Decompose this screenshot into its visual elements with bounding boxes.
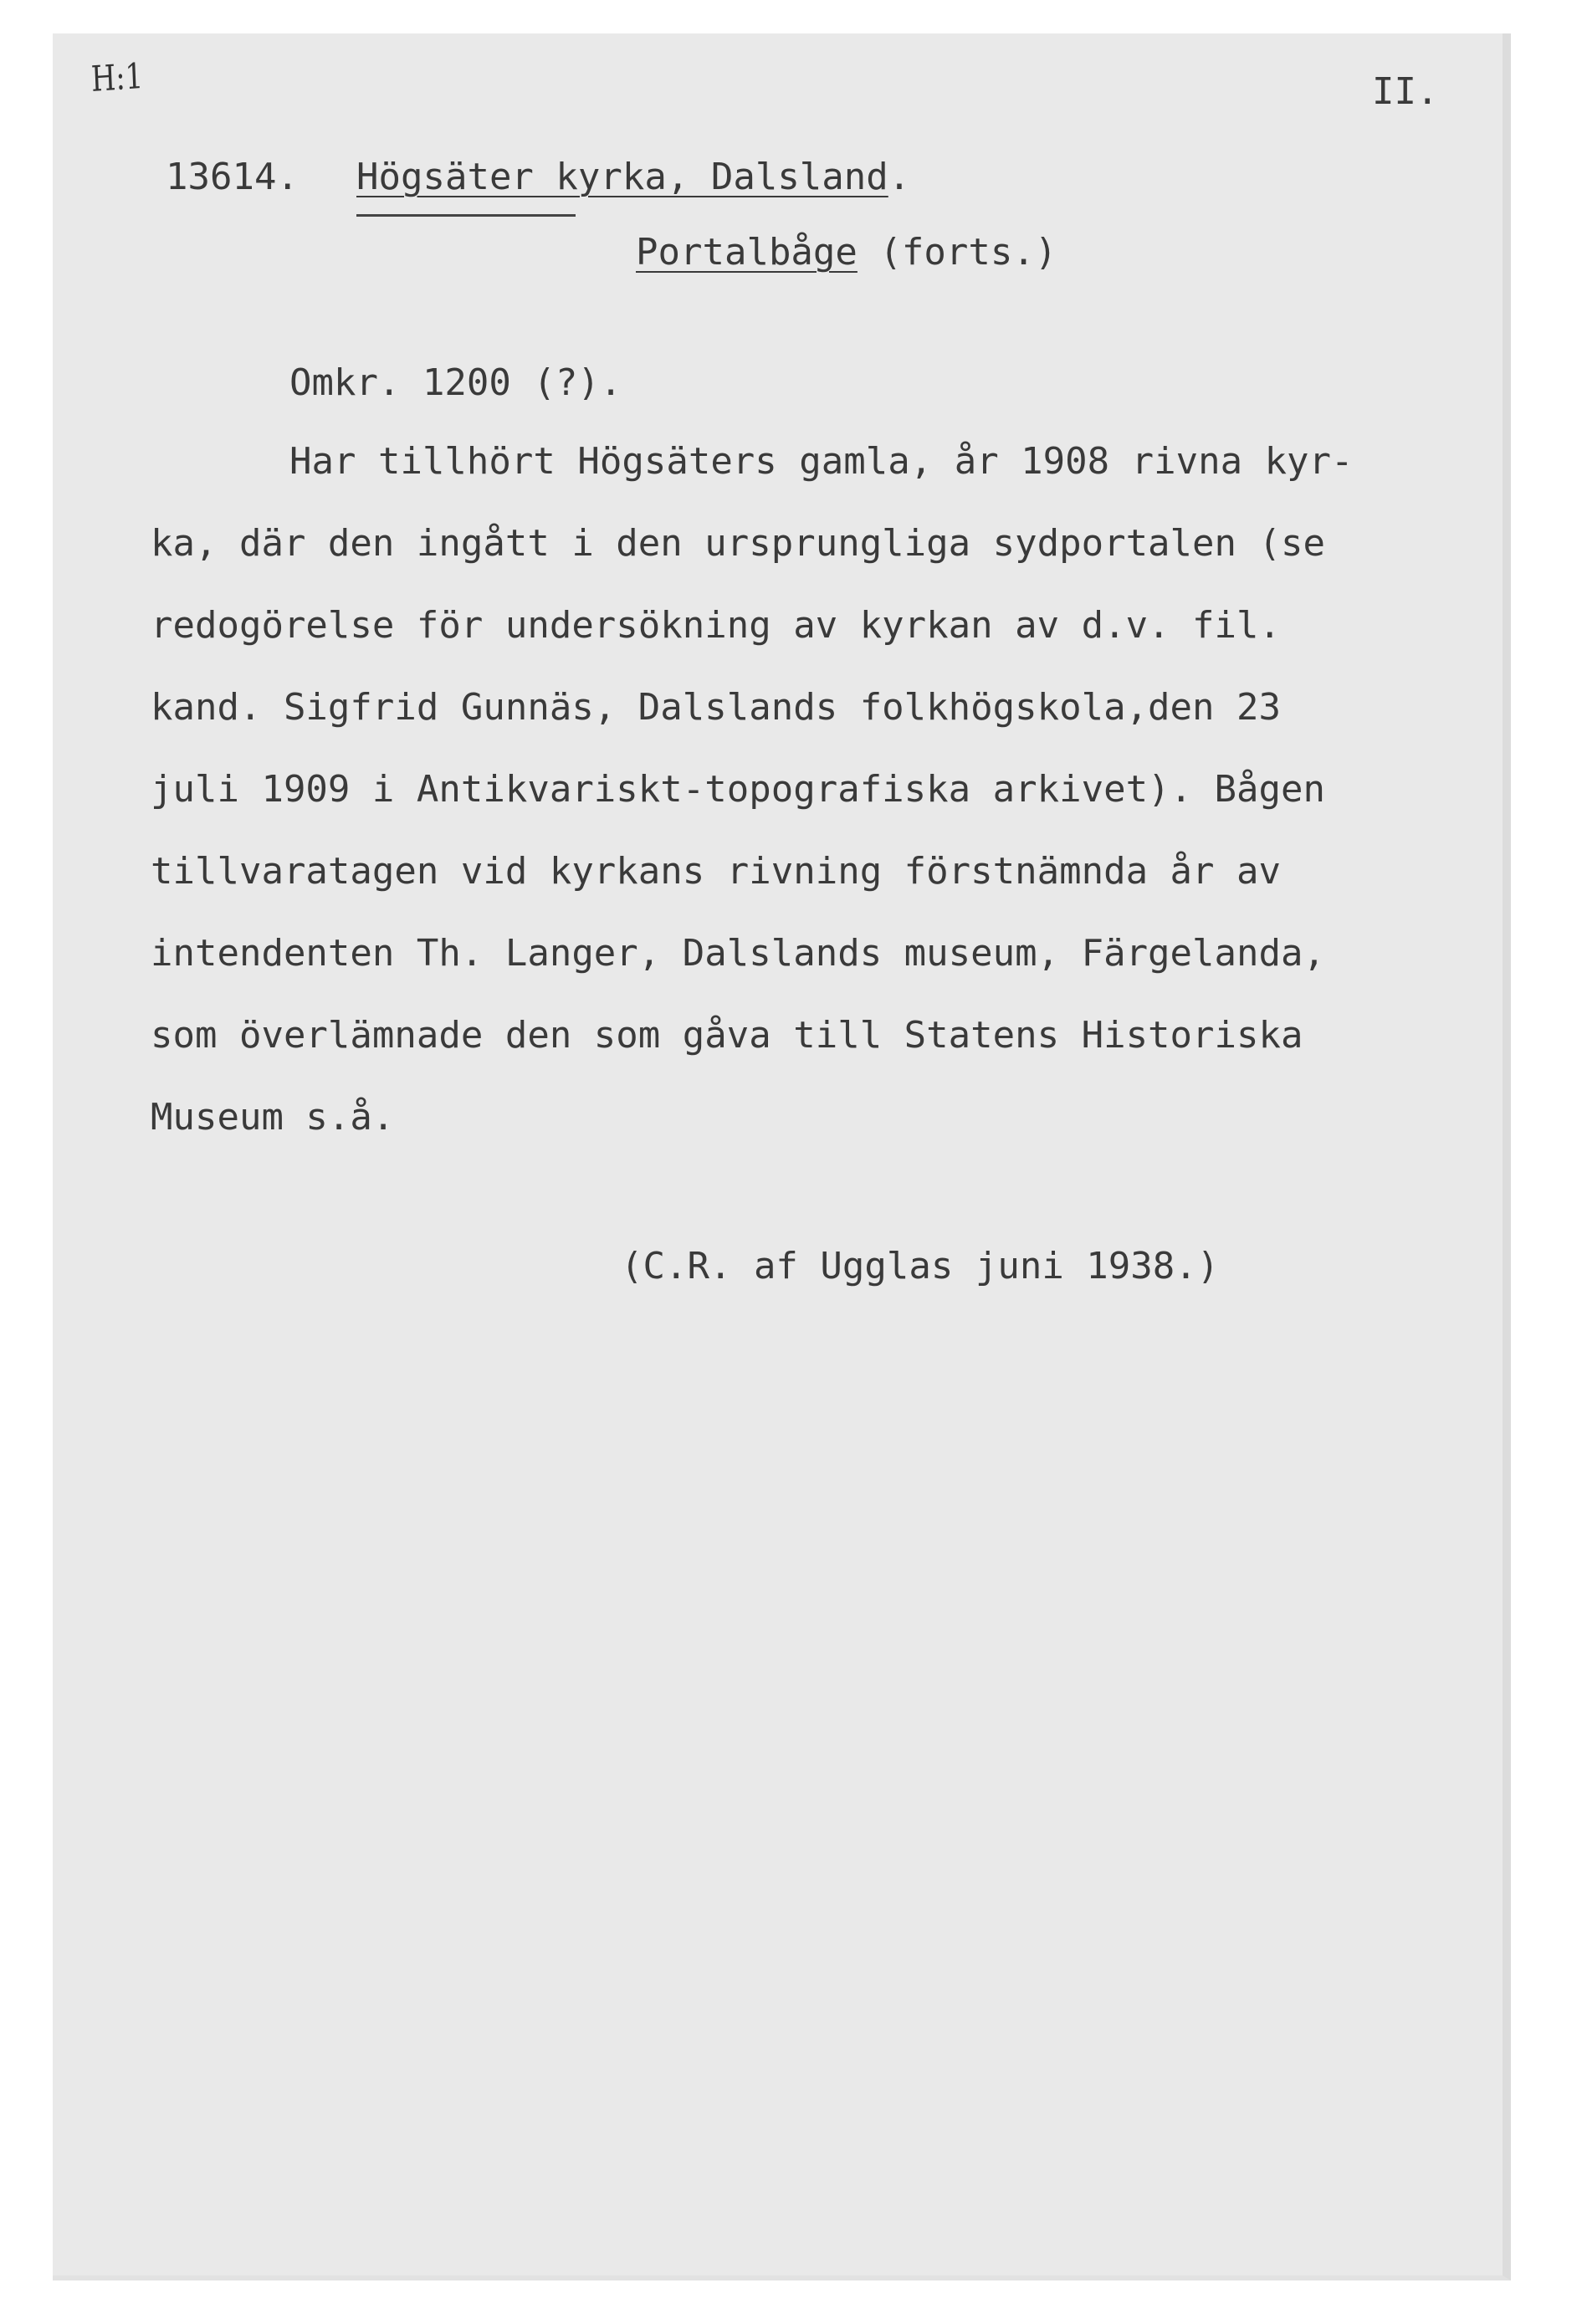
body-line: Har tillhört Högsäters gamla, år 1908 rivna kyr- [289,440,1354,483]
body-line: Museum s.å. [151,1096,395,1139]
body-line: ka, där den ingått i den ursprungliga sydportalen (se [151,522,1325,565]
body-line: som överlämnade den som gåva till Statens Historiska [151,1014,1303,1057]
body-line: intendenten Th. Langer, Dalslands museum, Färgelanda, [151,932,1325,975]
title-period: . [888,156,911,198]
corner-mark: H:1 [90,54,144,100]
heading-title [356,156,911,198]
church-title: Högsäter kyrka, Dalsland [356,156,888,198]
body-line: tillvaratagen vid kyrkans rivning förstnämnda år av [151,850,1282,893]
body-line: kand. Sigfrid Gunnäs, Dalslands folkhögskola,den 23 [151,686,1282,729]
catalogue-card [53,33,1511,2280]
catalogue-number: 13614. [166,156,299,198]
subject: Portalbåge [636,231,858,274]
signature: (C.R. af Ugglas juni 1938.) [621,1245,1220,1287]
body-line: juli 1909 i Antikvariskt-topografiska arkivet). Bågen [151,768,1325,811]
body-line: redogörelse för undersökning av kyrkan av d.v. fil. [151,604,1282,647]
subject-line [636,231,1057,274]
date-line: Omkr. 1200 (?). [289,361,622,404]
heading-double-rule [356,214,576,217]
continued-note: (forts.) [879,231,1057,274]
sheet-number: II. [1372,70,1439,113]
